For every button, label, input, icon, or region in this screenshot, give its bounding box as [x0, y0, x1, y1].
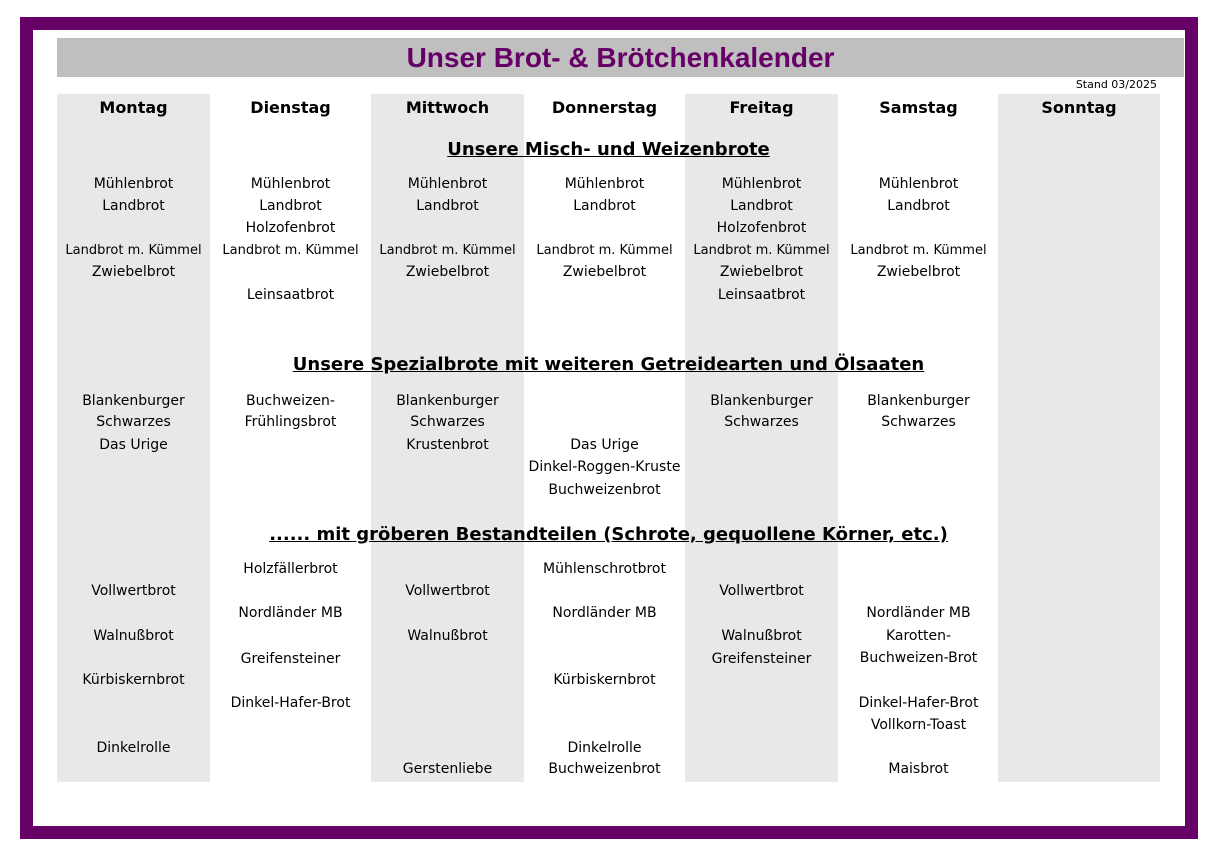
column-shade-sonntag [998, 94, 1160, 782]
bread-item: Karotten- [885, 628, 952, 644]
bread-item: Vollwertbrot [719, 583, 804, 599]
bread-item: Frühlingsbrot [244, 414, 337, 430]
bread-item: Mühlenbrot [407, 176, 488, 192]
bread-item: Greifensteiner [240, 651, 341, 667]
bread-item: Buchweizenbrot [548, 761, 661, 777]
day-header-freitag: Freitag [729, 98, 794, 117]
bread-item: Buchweizen- [246, 393, 335, 409]
section-heading-misch-weizen: Unsere Misch- und Weizenbrote [447, 139, 770, 160]
bread-item: Zwiebelbrot [405, 264, 490, 280]
bread-item: Holzofenbrot [716, 220, 807, 236]
bread-item: Walnußbrot [93, 628, 174, 644]
bread-item: Nordländer MB [866, 605, 971, 621]
bread-item: Schwarzes [724, 414, 799, 430]
bread-item: Nordländer MB [552, 605, 657, 621]
bread-item: Krustenbrot [406, 437, 489, 453]
day-header-sonntag: Sonntag [1041, 98, 1117, 117]
bread-item: Buchweizen-Brot [859, 650, 978, 666]
bread-item: Greifensteiner [711, 651, 812, 667]
bread-item: Schwarzes [96, 414, 171, 430]
bread-item: Nordländer MB [238, 605, 343, 621]
day-header-samstag: Samstag [879, 98, 958, 117]
bread-item: Mühlenbrot [564, 176, 645, 192]
bread-item: Kürbiskernbrot [553, 672, 656, 688]
bread-item: Landbrot [259, 198, 322, 214]
bread-item: Mühlenbrot [878, 176, 959, 192]
bread-item: Schwarzes [881, 414, 956, 430]
bread-item: Blankenburger [710, 393, 813, 409]
bread-item: Gerstenliebe [402, 761, 493, 777]
bread-item: Dinkel-Hafer-Brot [858, 695, 979, 711]
bread-item: Walnußbrot [407, 628, 488, 644]
day-header-montag: Montag [99, 98, 168, 117]
bread-item: Dinkelrolle [567, 740, 642, 756]
bread-item: Das Urige [99, 437, 168, 453]
bread-item: Schwarzes [410, 414, 485, 430]
bread-item: Kürbiskernbrot [82, 672, 185, 688]
bread-item: Mühlenschrotbrot [543, 561, 666, 577]
bread-item: Zwiebelbrot [562, 264, 647, 280]
page-title: Unser Brot- & Brötchenkalender [406, 42, 835, 73]
bread-item: Landbrot m. Kümmel [65, 243, 202, 258]
bread-item: Landbrot m. Kümmel [693, 243, 830, 258]
bread-item: Vollwertbrot [91, 583, 176, 599]
bread-item: Landbrot m. Kümmel [536, 243, 673, 258]
bread-item: Mühlenbrot [93, 176, 174, 192]
day-header-mittwoch: Mittwoch [405, 98, 490, 117]
bread-item: Leinsaatbrot [717, 287, 806, 303]
bread-item: Leinsaatbrot [246, 287, 335, 303]
bread-item: Landbrot m. Kümmel [850, 243, 987, 258]
section-heading-spezialbrote: Unsere Spezialbrote mit weiteren Getreidearten und Ölsaaten [292, 354, 925, 375]
bread-item: Mühlenbrot [250, 176, 331, 192]
bread-item: Zwiebelbrot [876, 264, 961, 280]
bread-item: Zwiebelbrot [719, 264, 804, 280]
bread-item: Landbrot [730, 198, 793, 214]
bread-item: Holzofenbrot [245, 220, 336, 236]
bread-item: Blankenburger [396, 393, 499, 409]
bread-item: Landbrot [102, 198, 165, 214]
bread-item: Mühlenbrot [721, 176, 802, 192]
bread-item: Landbrot [887, 198, 950, 214]
bread-item: Dinkelrolle [96, 740, 171, 756]
bread-item: Maisbrot [888, 761, 949, 777]
bread-item: Walnußbrot [721, 628, 802, 644]
bread-item: Dinkel-Roggen-Kruste [528, 459, 681, 475]
bread-item: Blankenburger [867, 393, 970, 409]
bread-item: Dinkel-Hafer-Brot [230, 695, 351, 711]
bread-item: Landbrot m. Kümmel [222, 243, 359, 258]
bread-item: Landbrot [573, 198, 636, 214]
bread-item: Das Urige [570, 437, 639, 453]
bread-item: Buchweizenbrot [548, 482, 661, 498]
bread-item: Holzfällerbrot [243, 561, 338, 577]
section-heading-grobe-bestandteile: ...... mit gröberen Bestandteilen (Schrote, gequollene Körner, etc.) [269, 524, 948, 545]
bread-item: Blankenburger [82, 393, 185, 409]
bread-item: Zwiebelbrot [91, 264, 176, 280]
bread-item: Vollwertbrot [405, 583, 490, 599]
day-header-dienstag: Dienstag [250, 98, 331, 117]
stand-date: Stand 03/2025 [1075, 78, 1157, 91]
bread-item: Landbrot m. Kümmel [379, 243, 516, 258]
bread-item: Vollkorn-Toast [870, 717, 967, 733]
bread-item: Landbrot [416, 198, 479, 214]
day-header-donnerstag: Donnerstag [551, 98, 658, 117]
